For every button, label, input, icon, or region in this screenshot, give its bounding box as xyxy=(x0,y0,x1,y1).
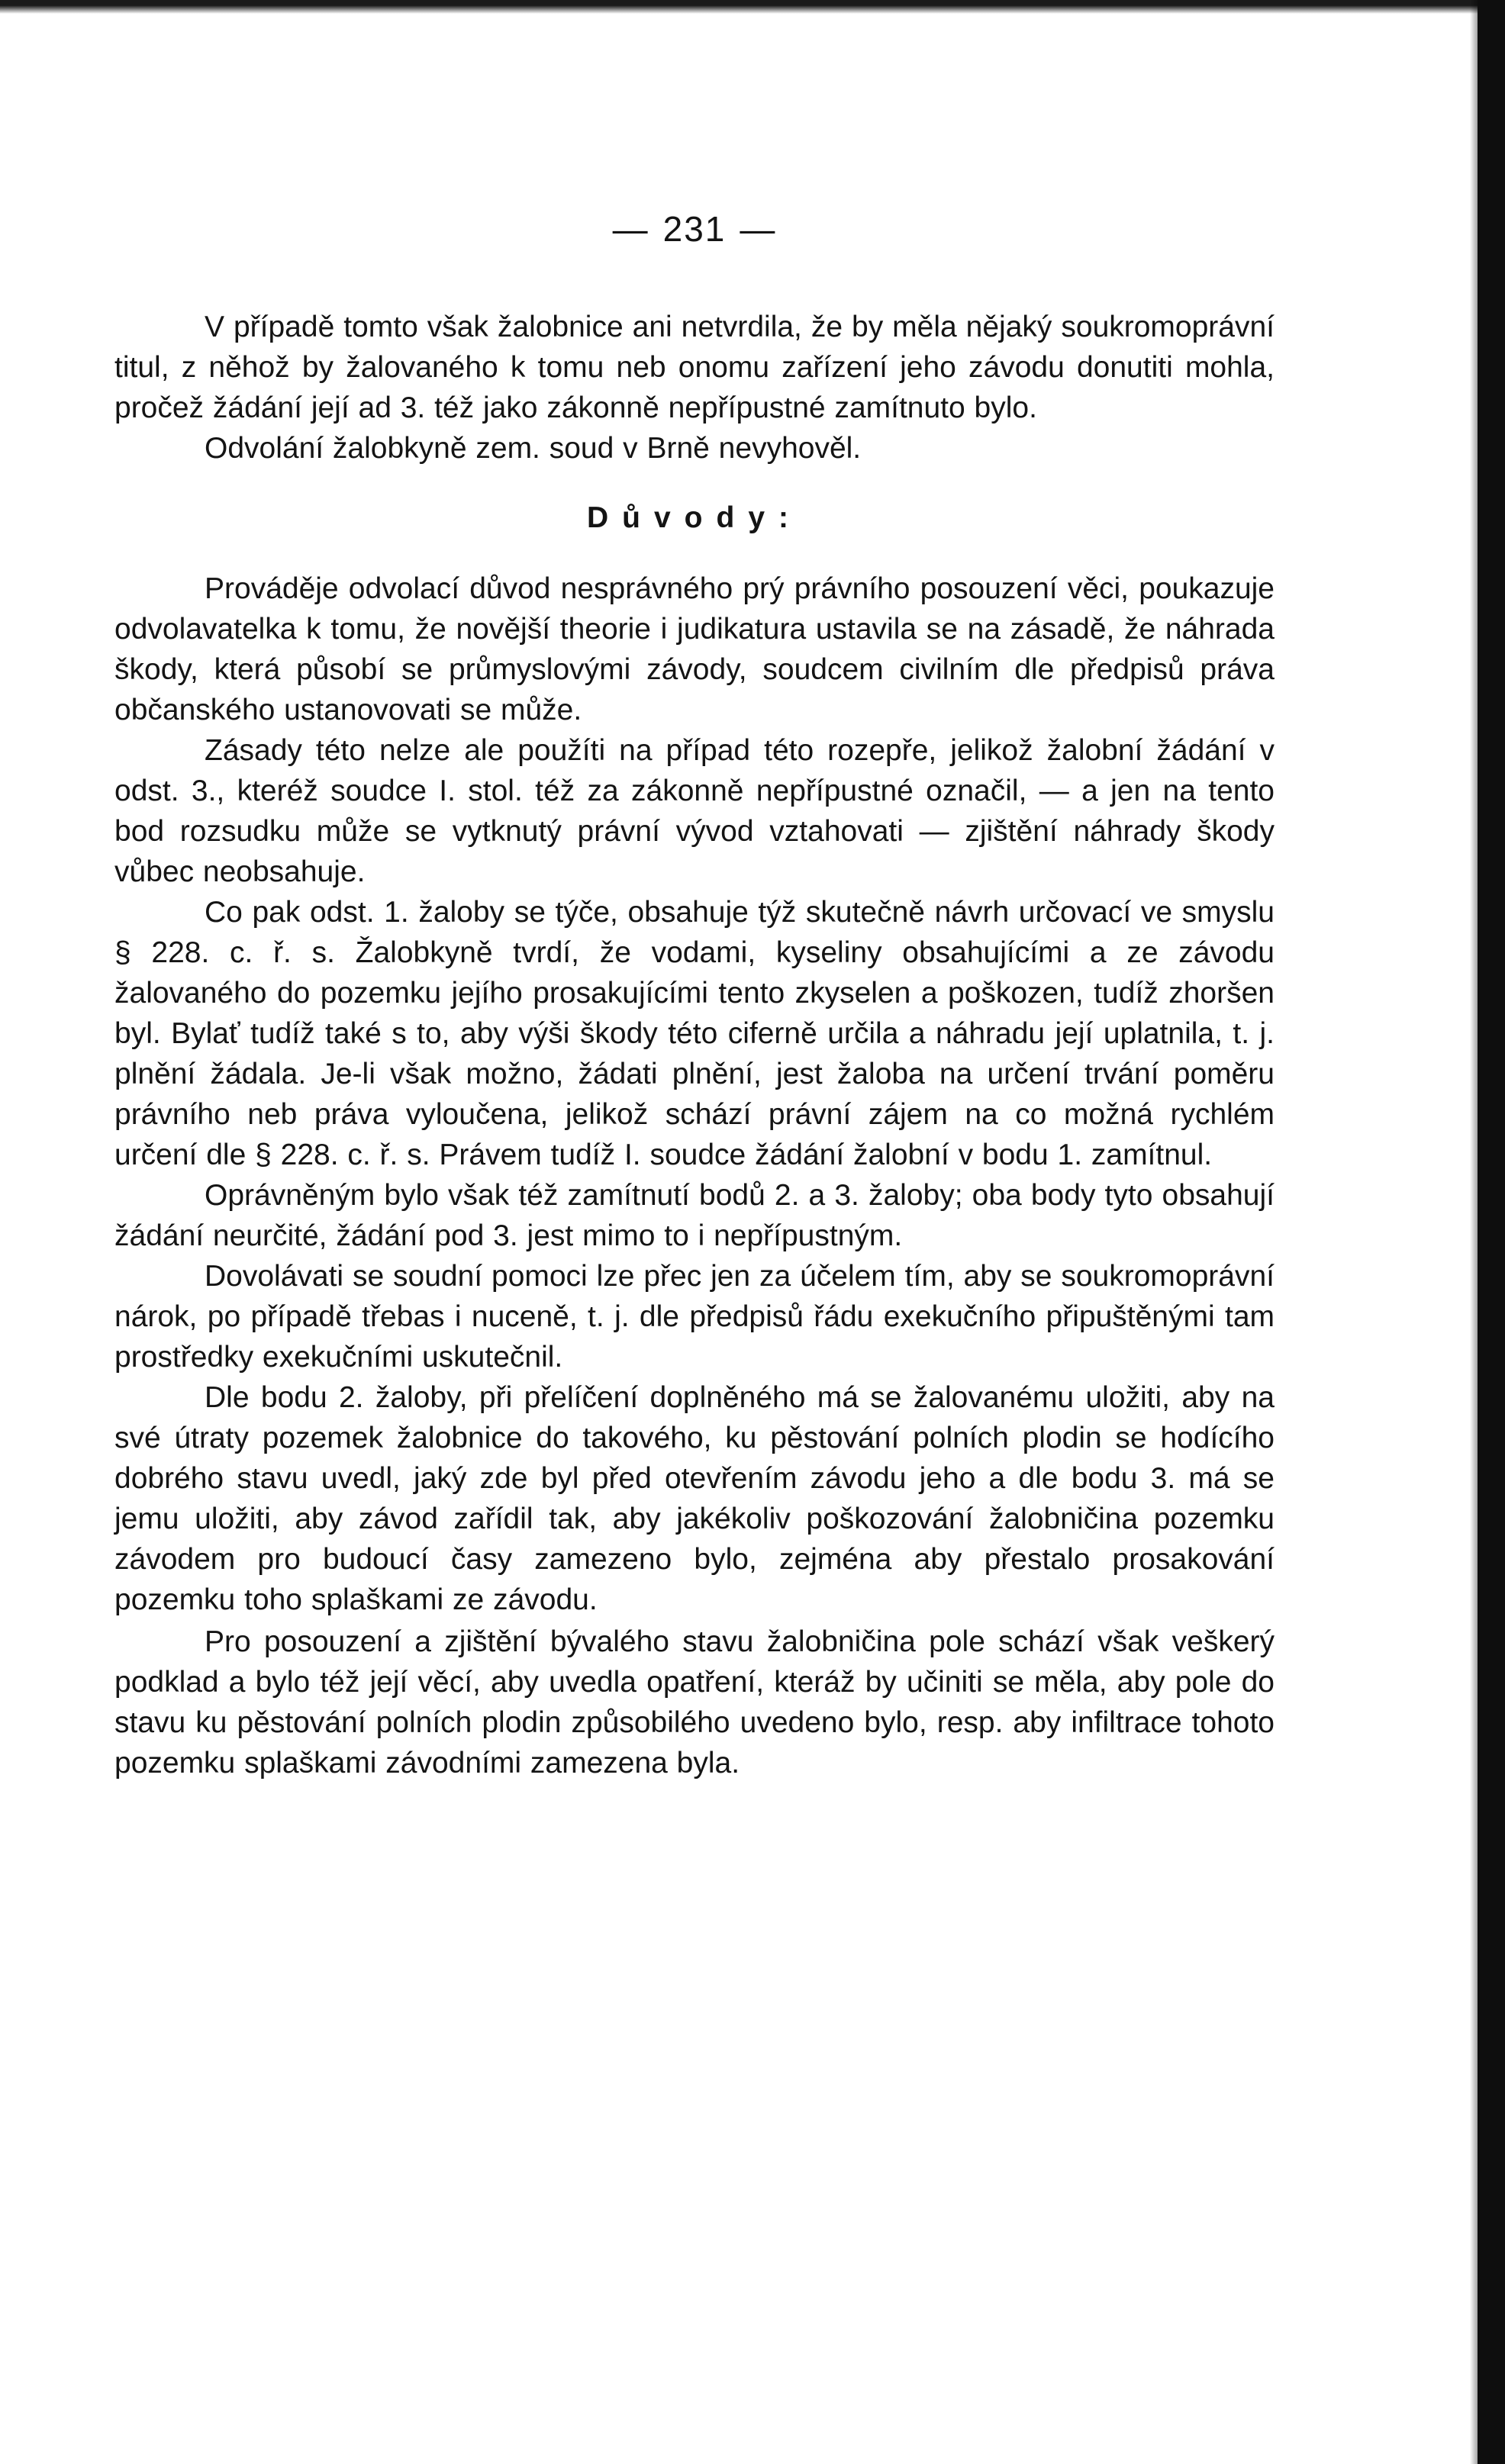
section-heading-duvody: Důvody: xyxy=(587,501,802,534)
body-paragraph: Dovolávati se soudní pomoci lze přec jen za účelem tím, aby se soukromoprávní nárok, po případě třebas i nuceně, t. j. dle předpisů řádu exekučního připuštěnými tam prostředky exekučními uskutečnil. xyxy=(114,1260,1275,1374)
body-paragraph: Oprávněným bylo však též zamítnutí bodů 2. a 3. žaloby; oba body tyto obsahují žádání neurčité, žádání pod 3. jest mimo to i nepřípustným. xyxy=(114,1179,1275,1252)
page-number-dash-left: — xyxy=(612,209,649,249)
scan-right-edge xyxy=(1478,0,1505,2464)
body-paragraph: Pro posouzení a zjištění bývalého stavu žalobničina pole schází však veškerý podklad a bylo též její věcí, aby uvedla opatření, kteráž by učiniti se měla, aby pole do stavu ku pěstování polních plodin způsobilého uvedeno bylo, resp. aby infiltrace tohoto pozemku splaškami závodními zamezena byla. xyxy=(114,1625,1275,1780)
body-paragraph: Prováděje odvolací důvod nesprávného prý právního posouzení věci, poukazuje odvolavatelka k tomu, že novější theorie i judikatura ustavila se na zásadě, že náhrada škody, která působí se průmyslovými závody, soudcem civilním dle předpisů práva občanského ustanovovati se může. xyxy=(114,572,1275,726)
page-number: 231 xyxy=(662,209,727,249)
body-paragraph: Dle bodu 2. žaloby, při přelíčení doplněného má se žalovanému uložiti, aby na své útraty pozemek žalobnice do takového, ku pěstování polních plodin se hodícího dobrého stavu uvedl, jaký zde byl před otevřením závodu jeho a dle bodu 3. má se jemu uložiti, aby závod zařídil tak, aby jakékoliv poškozování žalobničina pozemku závodem pro budoucí časy zamezeno bylo, zejména aby přestalo prosakování pozemku toho splaškami ze závodu. xyxy=(114,1381,1275,1616)
page-number-dash-right: — xyxy=(740,209,777,249)
scan-top-edge xyxy=(0,0,1505,14)
scan-binding-shadow xyxy=(1470,0,1478,2464)
intro-paragraph: V případě tomto však žalobnice ani netvrdila, že by měla nějaký soukromoprávní titul, z něhož by žalovaného k tomu neb onomu zařízení jeho závodu donutiti mohla, pročež žádání její ad 3. též jako zákonně nepřípustné zamítnuto bylo. xyxy=(114,311,1275,424)
body-paragraph: Zásady této nelze ale použíti na případ této rozepře, jelikož žalobní žádání v odst. 3., kteréž soudce I. stol. též za zákonně nepřípustné označil, — a jen na tento bod rozsudku může se vytknutý právní vývod vztahovati — zjištění náhrady škody vůbec neobsahuje. xyxy=(114,734,1275,888)
document-page xyxy=(114,206,1275,1783)
intro-paragraph: Odvolání žalobkyně zem. soud v Brně nevyhověl. xyxy=(205,432,862,465)
page-number-header xyxy=(114,206,1275,252)
body-paragraph: Co pak odst. 1. žaloby se týče, obsahuje týž skutečně návrh určovací ve smyslu § 228. c. ř. s. Žalobkyně tvrdí, že vodami, kyseliny obsahujícími a ze závodu žalovaného do pozemku jejího prosakujícími tento zkyselen a poškozen, tudíž zhoršen byl. Bylať tudíž také s to, aby výši škody této ciferně určila a náhradu její uplatnila, t. j. plnění žádala. Je-li však možno, žádati plnění, jest žaloba na určení trvání poměru právního neb práva vyloučena, jelikož schází právní zájem na co možná rychlém určení dle § 228. c. ř. s. Právem tudíž I. soudce žádání žalobní v bodu 1. zamítnul. xyxy=(114,896,1275,1171)
